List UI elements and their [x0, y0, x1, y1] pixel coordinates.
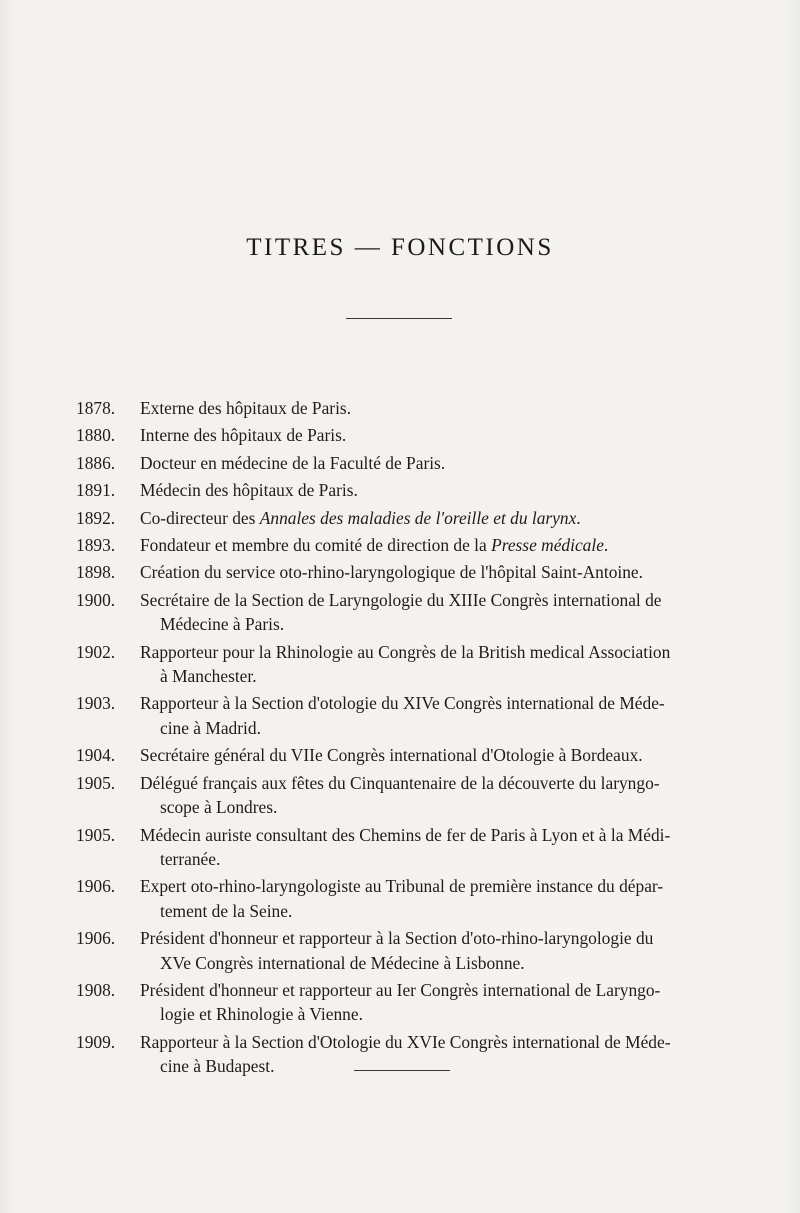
- entry-line: Secrétaire de la Section de Laryngologie du XIIIe Congrès international de: [140, 589, 662, 610]
- entry-continuation: cine à Budapest.: [160, 1056, 275, 1077]
- entry-year: 1905.: [76, 772, 116, 793]
- entry-text: [140, 533, 726, 557]
- entry-line: Expert oto-rhino-laryngologiste au Tribunal de première instance du dépar-: [140, 876, 664, 897]
- entry-text: [140, 771, 726, 820]
- entry-year: 1908.: [76, 979, 116, 1000]
- entry-year: 1892.: [76, 507, 116, 528]
- entry-year: 1905.: [76, 824, 116, 845]
- entry-year: 1893.: [76, 535, 116, 556]
- entry-text: Docteur en médecine de la Faculté de Paris.: [140, 452, 446, 473]
- list-item: [76, 451, 726, 475]
- titles-list: [76, 396, 726, 1082]
- entry-continuation: terranée.: [160, 848, 221, 869]
- entry-text: [140, 691, 726, 740]
- entry-year: 1880.: [76, 425, 116, 446]
- journal-title: Presse médicale: [491, 535, 604, 556]
- entry-text: [140, 978, 726, 1027]
- entry-text: [140, 874, 726, 923]
- entry-text: [140, 506, 726, 530]
- entry-line: Délégué français aux fêtes du Cinquantenaire de la découverte du laryngo-: [140, 772, 660, 793]
- list-item: [76, 478, 726, 502]
- entry-continuation: scope à Londres.: [160, 797, 278, 818]
- entry-text-after: .: [603, 535, 609, 556]
- list-item: [76, 1030, 726, 1079]
- entry-continuation: à Manchester.: [160, 666, 257, 687]
- page-title: TITRES — FONCTIONS: [246, 234, 554, 261]
- entry-line: Président d'honneur et rapporteur à la Section d'oto-rhino-laryngologie du: [140, 928, 654, 949]
- journal-title: Annales des maladies de l'oreille et du larynx: [259, 507, 577, 528]
- list-item: [76, 506, 726, 530]
- entry-line: Médecin auriste consultant des Chemins de fer de Paris à Lyon et à la Médi-: [140, 824, 671, 845]
- entry-text-before: Co-directeur des: [140, 507, 260, 528]
- entry-line: Rapporteur à la Section d'Otologie du XVIe Congrès international de Méde-: [140, 1031, 671, 1052]
- list-item: [76, 640, 726, 689]
- footer-divider: [354, 1070, 450, 1071]
- list-item: [76, 978, 726, 1027]
- entry-continuation: tement de la Seine.: [160, 900, 293, 921]
- entry-year: 1904.: [76, 745, 116, 766]
- list-item: [76, 743, 726, 767]
- entry-line: Rapporteur à la Section d'otologie du XIVe Congrès international de Méde-: [140, 693, 665, 714]
- list-item: [76, 874, 726, 923]
- entry-text: Médecin des hôpitaux de Paris.: [140, 480, 358, 501]
- entry-year: 1898.: [76, 562, 116, 583]
- list-item: [76, 823, 726, 872]
- list-item: [76, 588, 726, 637]
- entry-year: 1878.: [76, 398, 116, 418]
- list-item: [76, 560, 726, 584]
- entry-text-after: .: [576, 507, 581, 528]
- list-item: [76, 396, 726, 420]
- list-item: [76, 771, 726, 820]
- entry-continuation: cine à Madrid.: [160, 717, 261, 738]
- entry-year: 1906.: [76, 876, 116, 897]
- entry-text: [140, 823, 726, 872]
- list-item: [76, 926, 726, 975]
- entry-line: Rapporteur pour la Rhinologie au Congrès de la British medical Association: [140, 641, 671, 662]
- list-item: [76, 691, 726, 740]
- entry-year: 1902.: [76, 641, 116, 662]
- entry-year: 1891.: [76, 480, 116, 501]
- entry-year: 1906.: [76, 928, 116, 949]
- entry-year: 1900.: [76, 589, 116, 610]
- entry-continuation: XVe Congrès international de Médecine à Lisbonne.: [160, 952, 525, 973]
- entry-continuation: logie et Rhinologie à Vienne.: [160, 1004, 363, 1025]
- entry-text: [140, 926, 726, 975]
- entry-year: 1909.: [76, 1031, 116, 1052]
- entry-text: Création du service oto-rhino-laryngologique de l'hôpital Saint-Antoine.: [140, 562, 643, 583]
- entry-year: 1903.: [76, 693, 116, 714]
- entry-year: 1886.: [76, 452, 116, 473]
- list-item: [76, 533, 726, 557]
- entry-text: [140, 640, 726, 689]
- entry-text: Interne des hôpitaux de Paris.: [140, 425, 347, 446]
- list-item: [76, 423, 726, 447]
- entry-text: Secrétaire général du VIIe Congrès international d'Otologie à Bordeaux.: [140, 745, 643, 766]
- entry-text: Externe des hôpitaux de Paris.: [140, 398, 352, 418]
- entry-text-before: Fondateur et membre du comité de direction de la: [140, 535, 492, 556]
- entry-text: [140, 1030, 726, 1079]
- title-divider: [346, 318, 452, 319]
- entry-continuation: Médecine à Paris.: [160, 614, 285, 635]
- entry-text: [140, 588, 726, 637]
- entry-line: Président d'honneur et rapporteur au Ier Congrès international de Laryngo-: [140, 979, 661, 1000]
